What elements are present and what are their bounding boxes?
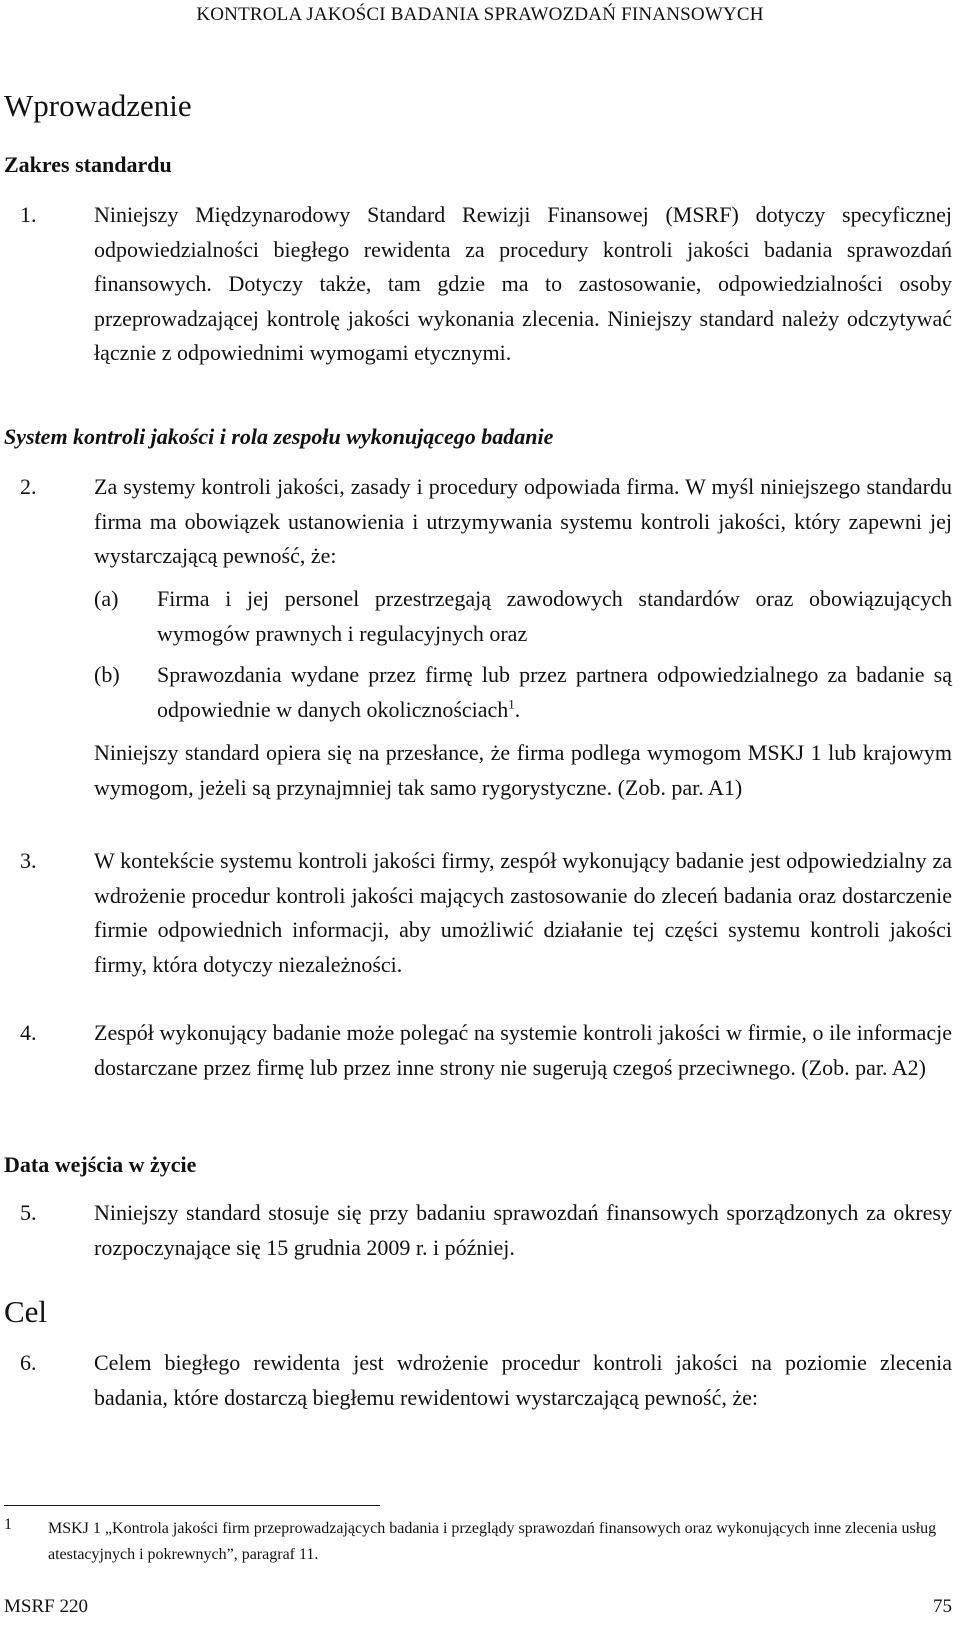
footer-standard-label: MSRF 220: [4, 1596, 88, 1617]
paragraph-number: 1.: [20, 202, 37, 227]
list-item-b-text: Sprawozdania wydane przez firmę lub przez partnera odpowiedzialnego za badanie są odpowiednie w danych okolicznościach: [157, 662, 952, 722]
footnote-divider: [4, 1505, 380, 1506]
paragraph-3-text: W kontekście systemu kontroli jakości firmy, zespół wykonujący badanie jest odpowiedzialny za wdrożenie procedur kontroli jakości mających zastosowanie do zleceń badania oraz dostarczenie firmie odpowiednich informacji, aby umożliwić działanie tej części systemu kontroli jakości firmy, która dotyczy niezależności.: [94, 848, 952, 977]
subheading-effective-date: Data wejścia w życie: [4, 1152, 197, 1177]
list-label-b: (b): [94, 662, 120, 687]
subheading-system: System kontroli jakości i rola zespołu wykonującego badanie: [4, 424, 554, 449]
footnote-number: 1: [4, 1516, 12, 1533]
running-header: KONTROLA JAKOŚCI BADANIA SPRAWOZDAŃ FINANSOWYCH: [196, 4, 764, 25]
paragraph-number: 4.: [20, 1020, 37, 1045]
paragraph-2-text: Za systemy kontroli jakości, zasady i procedury odpowiada firma. W myśl niniejszego standardu firma ma obowiązek ustanowienia i utrzymywania systemu kontroli jakości, który zapewni jej wystarczającą pewność, że:: [94, 474, 952, 568]
paragraph-number: 5.: [20, 1200, 37, 1225]
paragraph-4-text: Zespół wykonujący badanie może polegać na systemie kontroli jakości w firmie, o ile informacje dostarczane przez firmę lub przez inne strony nie sugerują czegoś przeciwnego. (Zob. par. A2): [94, 1020, 952, 1080]
subheading-scope: Zakres standardu: [4, 152, 172, 177]
paragraph-1-text: Niniejszy Międzynarodowy Standard Rewizji Finansowej (MSRF) dotyczy specyficznej odpowiedzialności biegłego rewidenta za procedury kontroli jakości badania sprawozdań finansowych. Dotyczy także, tam gdzie ma to zastosowanie, odpowiedzialności osoby przeprowadzającej kontrolę jakości wykonania zlecenia. Niniejszy standard należy odczytywać łącznie z odpowiednimi wymogami etycznymi.: [94, 202, 952, 365]
paragraph-2-continuation: Niniejszy standard opiera się na przesłance, że firma podlega wymogom MSKJ 1 lub krajowym wymogom, jeżeli są przynajmniej tak samo rygorystyczne. (Zob. par. A1): [94, 740, 952, 800]
paragraph-number: 2.: [20, 474, 37, 499]
section-heading-objective: Cel: [4, 1294, 48, 1329]
section-heading-introduction: Wprowadzenie: [4, 88, 192, 123]
page-number: 75: [933, 1596, 952, 1617]
paragraph-5-text: Niniejszy standard stosuje się przy badaniu sprawozdań finansowych sporządzonych za okresy rozpoczynające się 15 grudnia 2009 r. i później.: [94, 1200, 952, 1260]
paragraph-number: 3.: [20, 848, 37, 873]
list-item-b-end: .: [514, 696, 521, 722]
footnote-text: MSKJ 1 „Kontrola jakości firm przeprowadzających badania i przeglądy sprawozdań finansowych oraz wykonujących inne zlecenia usług atestacyjnych i pokrewnych”, paragraf 11.: [48, 1520, 937, 1563]
list-item-a-text: Firma i jej personel przestrzegają zawodowych standardów oraz obowiązujących wymogów prawnych i regulacyjnych oraz: [157, 586, 952, 646]
list-item-b: [157, 658, 952, 727]
list-label-a: (a): [94, 586, 119, 611]
paragraph-6-text: Celem biegłego rewidenta jest wdrożenie procedur kontroli jakości na poziomie zlecenia badania, które dostarczą biegłemu rewidentowi wystarczającą pewność, że:: [94, 1350, 952, 1410]
paragraph-number: 6.: [20, 1350, 37, 1375]
footnote-reference[interactable]: 1: [508, 696, 515, 712]
